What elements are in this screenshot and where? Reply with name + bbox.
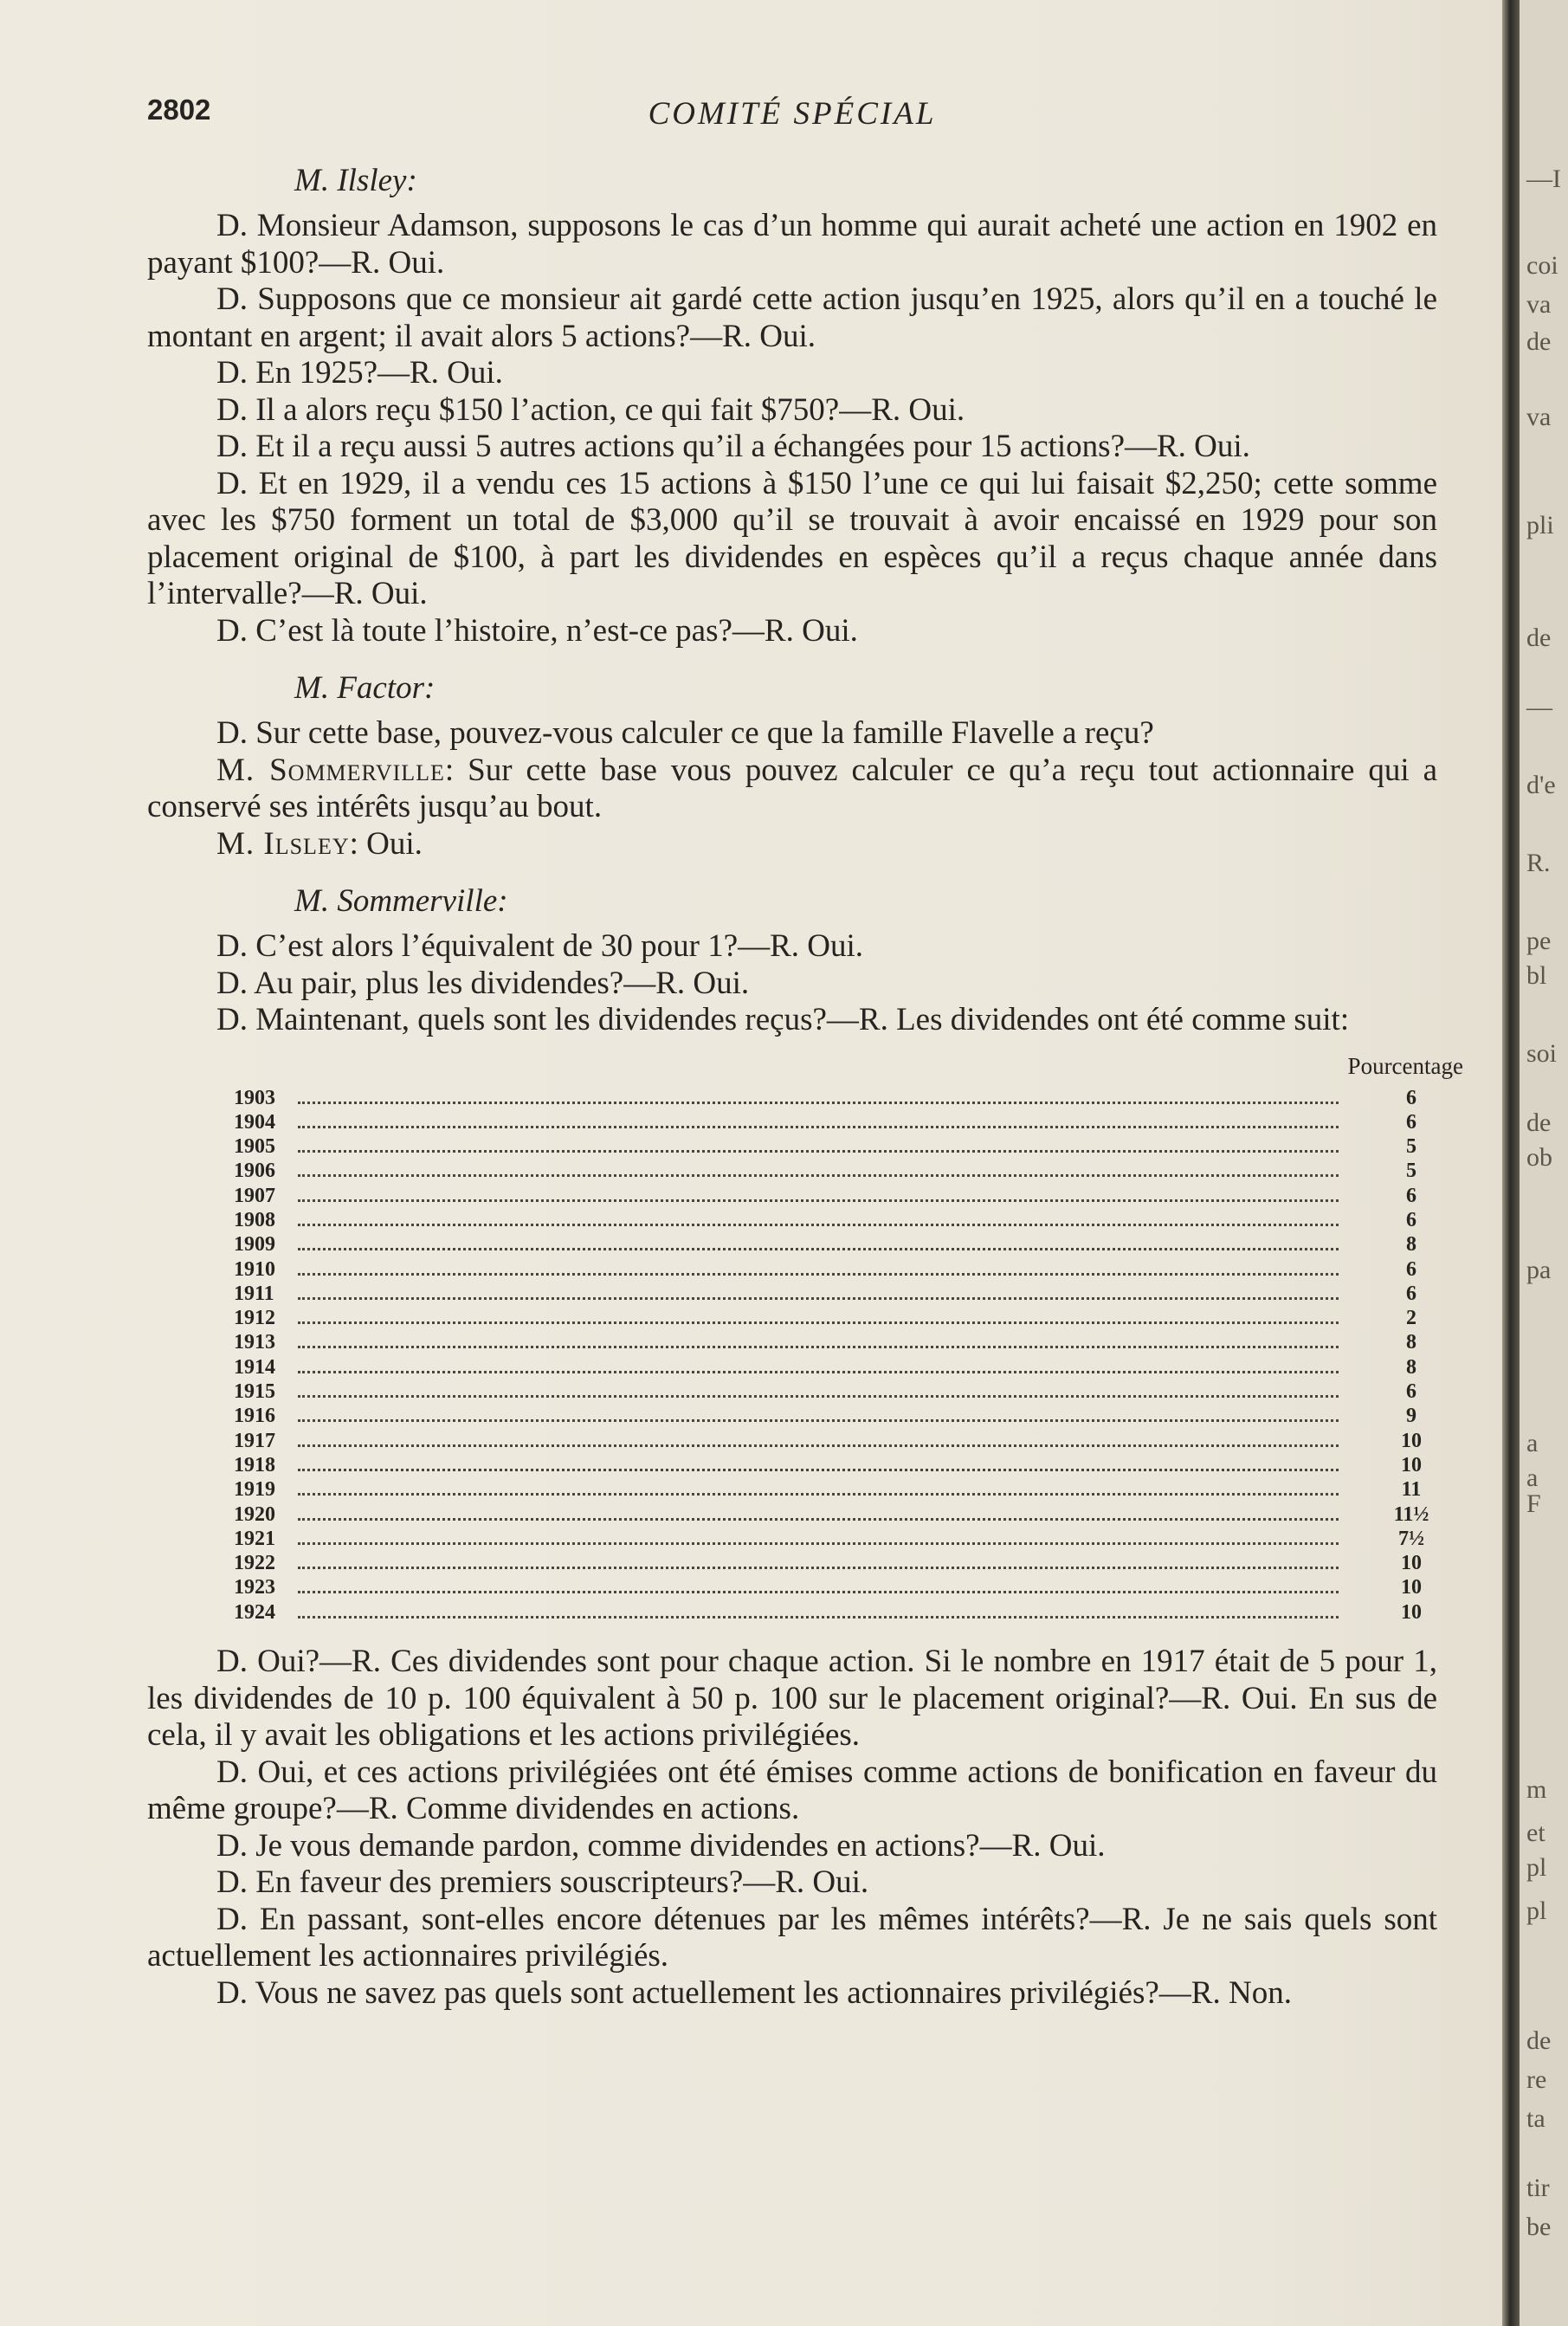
exchange-block-3 — [147, 928, 1437, 1039]
table-body — [234, 1086, 1463, 1625]
table-cell-year: 1919 — [234, 1478, 275, 1502]
facing-page-fragment: pli — [1526, 511, 1554, 540]
table-row — [234, 1159, 1463, 1183]
dot-leader — [298, 1173, 1339, 1177]
table-cell-percentage: 6 — [1406, 1208, 1416, 1231]
page-header — [147, 87, 1437, 139]
table-cell-year: 1903 — [234, 1086, 275, 1109]
table-cell-year: 1916 — [234, 1405, 275, 1428]
question-answer-paragraph: D. C’est alors l’équivalent de 30 pour 1?—R. Oui. — [216, 928, 864, 964]
exchange-block-4 — [147, 1644, 1437, 2012]
question-answer-paragraph: D. Au pair, plus les dividendes?—R. Oui. — [216, 965, 750, 1001]
facing-page-fragment: pa — [1526, 1256, 1552, 1284]
facing-page-fragment: de — [1526, 2026, 1552, 2055]
table-cell-year: 1921 — [234, 1527, 275, 1550]
table-cell-percentage: 10 — [1401, 1453, 1422, 1476]
table-cell-percentage: 10 — [1401, 1576, 1422, 1599]
dot-leader — [298, 1370, 1339, 1373]
facing-page-fragment: soi — [1526, 1039, 1558, 1068]
table-cell-percentage: 6 — [1406, 1086, 1416, 1109]
table-row — [234, 1184, 1463, 1208]
facing-page-fragment: a — [1526, 1429, 1539, 1457]
question-paragraph: D. Sur cette base, pouvez-vous calculer ce que la famille Flavelle a reçu? — [216, 715, 1154, 751]
table-cell-percentage: 6 — [1406, 1110, 1416, 1134]
table-cell-percentage: 6 — [1406, 1184, 1416, 1207]
table-row — [234, 1575, 1463, 1599]
dot-leader — [298, 1590, 1339, 1593]
speaker-heading: M. Ilsley: — [294, 163, 417, 198]
table-cell-year: 1912 — [234, 1307, 275, 1330]
dot-leader — [298, 1517, 1339, 1521]
dot-leader — [298, 1615, 1339, 1619]
facing-page-fragment: de — [1526, 1108, 1552, 1137]
page-number: 2802 — [147, 94, 211, 126]
table-cell-percentage: 10 — [1401, 1429, 1422, 1452]
facing-page-fragment: et — [1526, 1819, 1545, 1847]
facing-page-fragment: bl — [1526, 961, 1547, 990]
table-row — [234, 1257, 1463, 1282]
facing-page-fragment: d'e — [1526, 771, 1556, 799]
question-answer-paragraph: D. Il a alors reçu $150 l’action, ce qui fait $750?—R. Oui. — [216, 391, 965, 428]
table-cell-year: 1907 — [234, 1184, 275, 1207]
table-cell-percentage: 2 — [1406, 1307, 1416, 1330]
facing-page-fragment: a — [1526, 1463, 1539, 1492]
table-cell-year: 1920 — [234, 1502, 275, 1526]
table-cell-percentage: 6 — [1406, 1257, 1416, 1281]
dot-leader — [298, 1418, 1339, 1422]
speaker-name: M. Sommerville — [216, 752, 445, 788]
table-cell-year: 1918 — [234, 1453, 275, 1476]
table-row — [234, 1110, 1463, 1134]
question-answer-paragraph: D. En passant, sont-elles encore détenues par les mêmes intérêts?—R. Je ne sais quels sont actuellement les actionnaires privilégiés. — [147, 1901, 1437, 1974]
dot-leader — [298, 1541, 1339, 1545]
table-cell-year: 1917 — [234, 1429, 275, 1452]
speaker-heading: M. Factor: — [294, 670, 436, 706]
table-row — [234, 1379, 1463, 1404]
table-cell-percentage: 11½ — [1393, 1502, 1429, 1526]
facing-page-fragment: re — [1526, 2065, 1547, 2094]
table-row — [234, 1600, 1463, 1625]
table-cell-year: 1906 — [234, 1160, 275, 1183]
exchange-block-1 — [147, 208, 1437, 649]
table-row — [234, 1330, 1463, 1354]
facing-page-fragment: pe — [1526, 927, 1552, 955]
page-gutter — [1502, 0, 1520, 2326]
facing-page-fragment: R. — [1526, 849, 1551, 877]
facing-page-fragment: pl — [1526, 1853, 1547, 1882]
table-cell-year: 1913 — [234, 1331, 275, 1354]
table-cell-year: 1911 — [234, 1282, 274, 1305]
dot-leader — [298, 1125, 1339, 1128]
running-head: COMITÉ SPÉCIAL — [648, 96, 937, 132]
dot-leader — [298, 1272, 1339, 1276]
table-cell-year: 1905 — [234, 1135, 275, 1159]
dot-leader — [298, 1321, 1339, 1324]
dot-leader — [298, 1199, 1339, 1202]
table-row — [234, 1477, 1463, 1502]
table-cell-percentage: 8 — [1406, 1331, 1416, 1354]
statement-text: : Oui. — [349, 825, 423, 862]
dot-leader — [298, 1345, 1339, 1348]
table-row — [234, 1134, 1463, 1159]
dot-leader — [298, 1444, 1339, 1447]
statement-paragraph — [147, 826, 1437, 863]
table-row — [234, 1306, 1463, 1330]
table-cell-percentage: 7½ — [1398, 1527, 1424, 1550]
table-cell-year: 1909 — [234, 1233, 275, 1257]
facing-page-fragment: — — [1526, 693, 1552, 721]
facing-page-fragment: pl — [1526, 1896, 1547, 1925]
table-cell-year: 1915 — [234, 1380, 275, 1404]
facing-page-fragment: de — [1526, 623, 1552, 652]
table-row — [234, 1551, 1463, 1575]
table-cell-year: 1910 — [234, 1257, 275, 1281]
dot-leader — [298, 1247, 1339, 1250]
table-cell-year: 1922 — [234, 1552, 275, 1575]
table-cell-year: 1914 — [234, 1355, 275, 1379]
table-cell-year: 1908 — [234, 1208, 275, 1231]
table-cell-year: 1923 — [234, 1576, 275, 1599]
table-cell-percentage: 11 — [1401, 1478, 1422, 1502]
facing-page-fragment: tir — [1526, 2174, 1550, 2202]
question-answer-paragraph: D. Monsieur Adamson, supposons le cas d’un homme qui aurait acheté une action en 1902 en payant $100?—R. Oui. — [147, 208, 1437, 281]
table-row — [234, 1208, 1463, 1232]
facing-page-fragment: m — [1526, 1775, 1547, 1804]
table-cell-percentage: 5 — [1406, 1160, 1416, 1183]
table-cell-percentage: 5 — [1406, 1135, 1416, 1159]
facing-page-fragment: F — [1526, 1489, 1541, 1518]
dot-leader — [298, 1101, 1339, 1104]
question-answer-paragraph: D. Vous ne savez pas quels sont actuellement les actionnaires privilégiés?—R. Non. — [216, 1974, 1292, 2011]
table-row — [234, 1429, 1463, 1453]
question-answer-paragraph: D. Supposons que ce monsieur ait gardé cette action jusqu’en 1925, alors qu’il en a touché le montant en argent; il avait alors 5 actions?—R. Oui. — [147, 281, 1437, 354]
speaker-name: M. Ilsley — [216, 825, 350, 862]
facing-page-fragment: va — [1526, 403, 1552, 431]
facing-page-fragment: de — [1526, 327, 1552, 356]
statement-text: : Sur cette base vous pouvez calculer ce qu’a reçu tout actionnaire qui a conservé ses intérêts jusqu’au bout. — [147, 752, 1437, 824]
table-row — [234, 1404, 1463, 1428]
facing-page-fragment: ob — [1526, 1143, 1552, 1172]
table-cell-percentage: 6 — [1406, 1282, 1416, 1305]
dot-leader — [298, 1394, 1339, 1398]
table-cell-percentage: 9 — [1406, 1405, 1416, 1428]
table-cell-percentage: 10 — [1401, 1600, 1422, 1624]
dot-leader — [298, 1468, 1339, 1471]
dot-leader — [298, 1149, 1339, 1153]
speaker-heading: M. Sommerville: — [294, 883, 508, 919]
table-cell-year: 1904 — [234, 1110, 275, 1134]
table-row — [234, 1527, 1463, 1551]
table-cell-percentage: 8 — [1406, 1355, 1416, 1379]
table-cell-percentage: 6 — [1406, 1380, 1416, 1404]
table-cell-percentage: 8 — [1406, 1233, 1416, 1257]
question-answer-paragraph: D. Et en 1929, il a vendu ces 15 actions à $150 l’une ce qui lui faisait $2,250; cette somme avec les $750 forment un total de $3,000 qu’il se trouvait à avoir encaissé en 1929 pour son placement original de $100, à part les dividendes en espèces qu’il a reçus chaque année dans l’intervalle?—R. Oui. — [147, 465, 1437, 611]
table-row — [234, 1232, 1463, 1257]
question-answer-paragraph: D. Oui?—R. Ces dividendes sont pour chaque action. Si le nombre en 1917 était de 5 pour 1, les dividendes de 10 p. 100 équivalent à 50 p. 100 sur le placement original?—R. Oui. En sus de cela, il y avait les obligations et les actions privilégiées. — [147, 1644, 1437, 1754]
question-answer-paragraph: D. Et il a reçu aussi 5 autres actions qu’il a échangées pour 15 actions?—R. Oui. — [216, 429, 1250, 464]
table-column-header: Pourcentage — [1347, 1052, 1463, 1079]
question-answer-paragraph: D. En faveur des premiers souscripteurs?—R. Oui. — [216, 1864, 869, 1901]
dividend-table — [234, 1051, 1463, 1625]
dot-leader — [298, 1492, 1339, 1496]
facing-page-fragment: be — [1526, 2213, 1552, 2241]
table-row — [234, 1502, 1463, 1527]
table-row — [234, 1453, 1463, 1477]
body-text — [147, 154, 1463, 2012]
facing-page-fragment: ta — [1526, 2104, 1545, 2133]
table-row — [234, 1086, 1463, 1110]
dot-leader — [298, 1296, 1339, 1300]
question-answer-paragraph: D. Maintenant, quels sont les dividendes reçus?—R. Les dividendes ont été comme suit: — [216, 1002, 1350, 1037]
table-cell-year: 1924 — [234, 1600, 275, 1624]
question-answer-paragraph: D. Oui, et ces actions privilégiées ont été émises comme actions de bonification en faveur du même groupe?—R. Comme dividendes en actions. — [147, 1754, 1437, 1827]
facing-page-fragment: —I — [1526, 165, 1561, 193]
statement-paragraph — [147, 753, 1437, 826]
facing-page-fragment: coi — [1526, 251, 1558, 280]
table-row — [234, 1282, 1463, 1306]
table-row — [234, 1355, 1463, 1379]
question-answer-paragraph: D. Je vous demande pardon, comme dividendes en actions?—R. Oui. — [216, 1827, 1106, 1864]
facing-page-fragment: va — [1526, 290, 1552, 319]
question-answer-paragraph: D. C’est là toute l’histoire, n’est-ce pas?—R. Oui. — [216, 612, 858, 649]
facing-page-edge — [1520, 0, 1568, 2326]
dot-leader — [298, 1566, 1339, 1569]
dot-leader — [298, 1223, 1339, 1226]
question-answer-paragraph: D. En 1925?—R. Oui. — [216, 355, 503, 391]
table-cell-percentage: 10 — [1401, 1552, 1422, 1575]
